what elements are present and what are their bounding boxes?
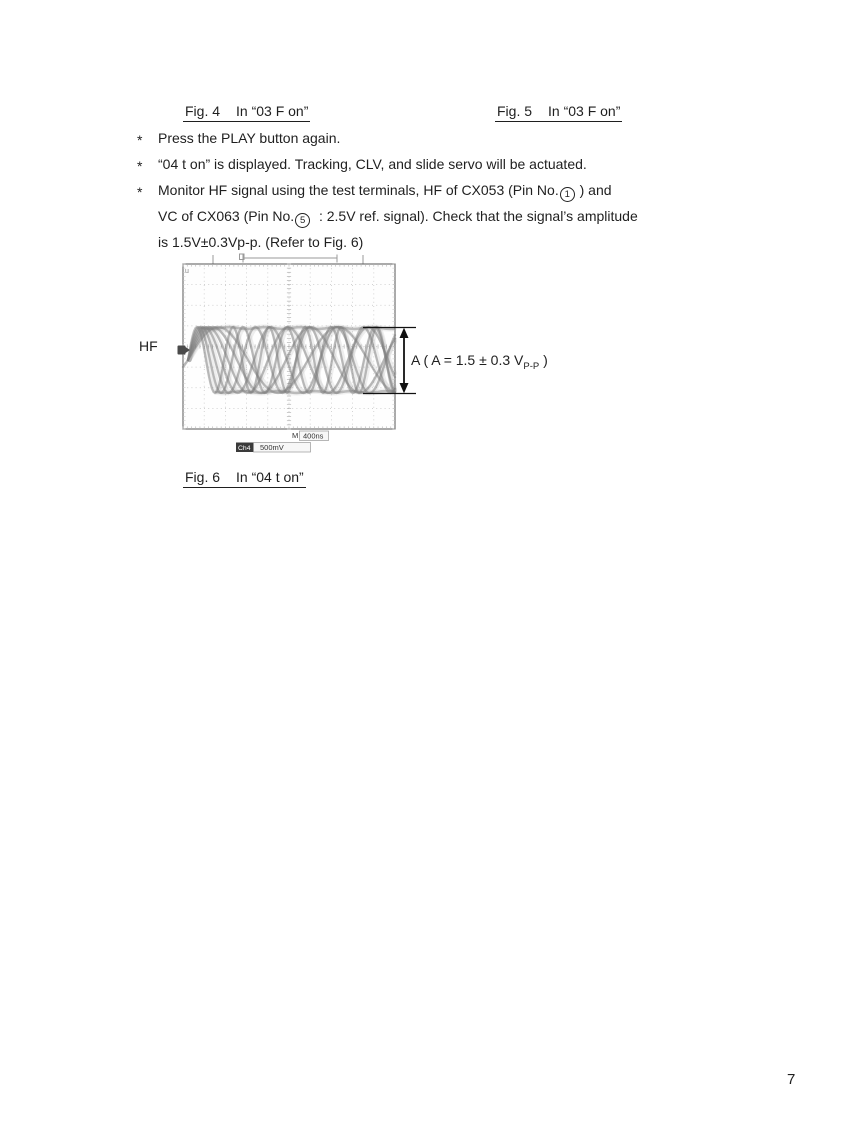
bullet1-text: Press the PLAY button again. [158,130,341,146]
pin-number-1-circle: 1 [560,187,575,202]
bullet2-marker: * [137,158,143,174]
caption-fig6-title: In “04 t on” [236,469,304,485]
bullet3-line3: is 1.5V±0.3Vp-p. (Refer to Fig. 6) [158,234,364,250]
bullet3-line1-post: ) and [575,182,612,198]
caption-fig4-label: Fig. 4 [185,103,221,119]
timebase-value: 400ns [303,431,324,441]
caption-fig6-label: Fig. 6 [185,469,221,485]
oscilloscope-screenshot [176,252,426,460]
page-number: 7 [787,1071,796,1088]
caption-fig5-title: In “03 F on” [548,103,621,119]
bullet3-line1-pre: Monitor HF signal using the test terminals, HF of CX053 (Pin No. [158,182,559,198]
bullet3-line2-pre: VC of CX063 (Pin No. [158,208,295,224]
pin-number-5-circle: 5 [295,213,310,228]
amplitude-annotation-prefix: A ( A = 1.5 ± 0.3 V [411,352,524,368]
caption-fig4-title: In “03 F on” [236,103,309,119]
bullet3-marker: * [137,184,143,200]
scope-corner-glyph: u [185,268,189,275]
caption-fig6 [183,469,306,488]
hf-channel-label: HF [139,338,158,354]
caption-fig5 [495,103,622,122]
caption-fig5-label: Fig. 5 [497,103,533,119]
timebase-prefix: M [292,431,299,440]
bullet3-line2 [158,208,638,228]
amplitude-annotation-subscript: P-P [523,360,540,372]
bullet2-text: “04 t on” is displayed. Tracking, CLV, and slide servo will be actuated. [158,156,587,172]
volts-per-div: 500mV [260,443,284,452]
channel-badge: Ch4 [238,445,251,452]
bullet1-marker: * [137,132,143,148]
bullet3-line1 [158,182,612,202]
scope-top-bracket [213,254,363,264]
caption-fig4 [183,103,310,122]
bullet3-line2-post: : 2.5V ref. signal). Check that the signal’s amplitude [311,208,638,224]
amplitude-annotation [411,352,548,372]
amplitude-annotation-suffix: ) [539,352,548,368]
